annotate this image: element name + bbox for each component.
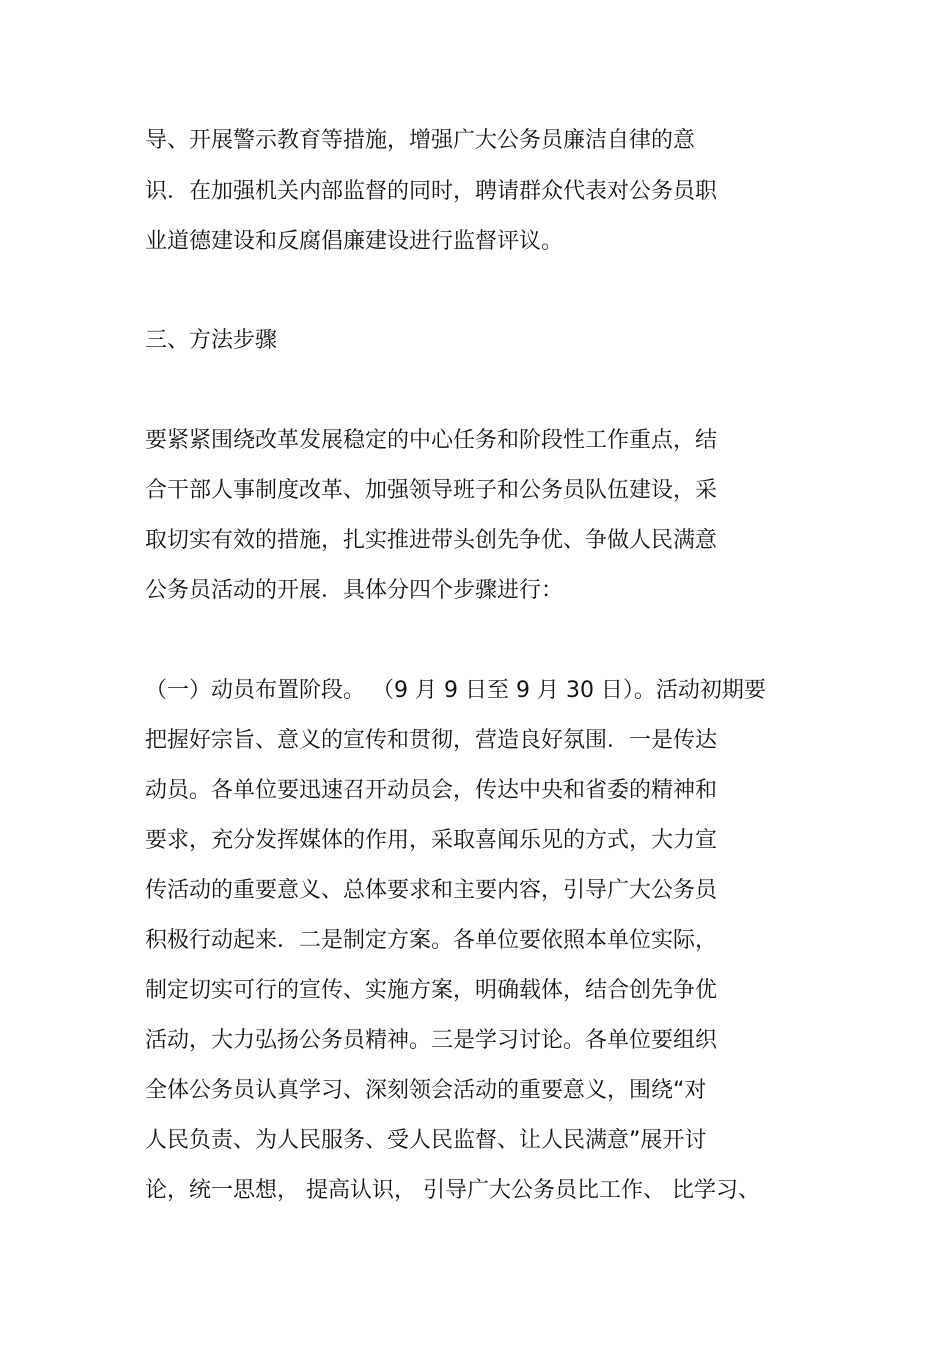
paragraph-line: 论，统一思想， 提高认识， 引导广大公务员比工作、 比学习、 [145, 1178, 760, 1203]
paragraph-line: 识．在加强机关内部监督的同时，聘请群众代表对公务员职 [145, 179, 718, 204]
paragraph-line: 公务员活动的开展．具体分四个步骤进行： [145, 578, 564, 603]
paragraph-line: 要紧紧围绕改革发展稳定的中心任务和阶段性工作重点，结 [145, 428, 718, 453]
paragraph-line: 业道德建设和反腐倡廉建设进行监督评议。 [145, 229, 564, 254]
paragraph-line: 制定切实可行的宣传、实施方案，明确载体，结合创先争优 [145, 978, 718, 1003]
paragraph-line: 动员。各单位要迅速召开动员会，传达中央和省委的精神和 [145, 778, 718, 803]
paragraph-line: 积极行动起来．二是制定方案。各单位要依照本单位实际， [145, 928, 718, 953]
paragraph-line: 要求，充分发挥媒体的作用，采取喜闻乐见的方式，大力宣 [145, 828, 718, 853]
paragraph-line: 导、开展警示教育等措施，增强广大公务员廉洁自律的意 [145, 128, 696, 153]
paragraph-line: 活动，大力弘扬公务员精神。三是学习讨论。各单位要组织 [145, 1028, 718, 1053]
paragraph-line: 传活动的重要意义、总体要求和主要内容，引导广大公务员 [145, 878, 718, 903]
paragraph-line: 全体公务员认真学习、深刻领会活动的重要意义，围绕“对 [145, 1078, 707, 1103]
paragraph-line: 把握好宗旨、意义的宣传和贯彻，营造良好氛围．一是传达 [145, 728, 718, 753]
paragraph-line: 合干部人事制度改革、加强领导班子和公务员队伍建设，采 [145, 478, 718, 503]
paragraph-line: 人民负责、为人民服务、受人民监督、让人民满意”展开讨 [145, 1128, 707, 1153]
paragraph-line: （一）动员布置阶段。 （9 月 9 日至 9 月 30 日）。活动初期要 [145, 678, 766, 703]
paragraph-line: 取切实有效的措施，扎实推进带头创先争优、争做人民满意 [145, 528, 718, 553]
section-heading: 三、方法步骤 [145, 328, 278, 353]
